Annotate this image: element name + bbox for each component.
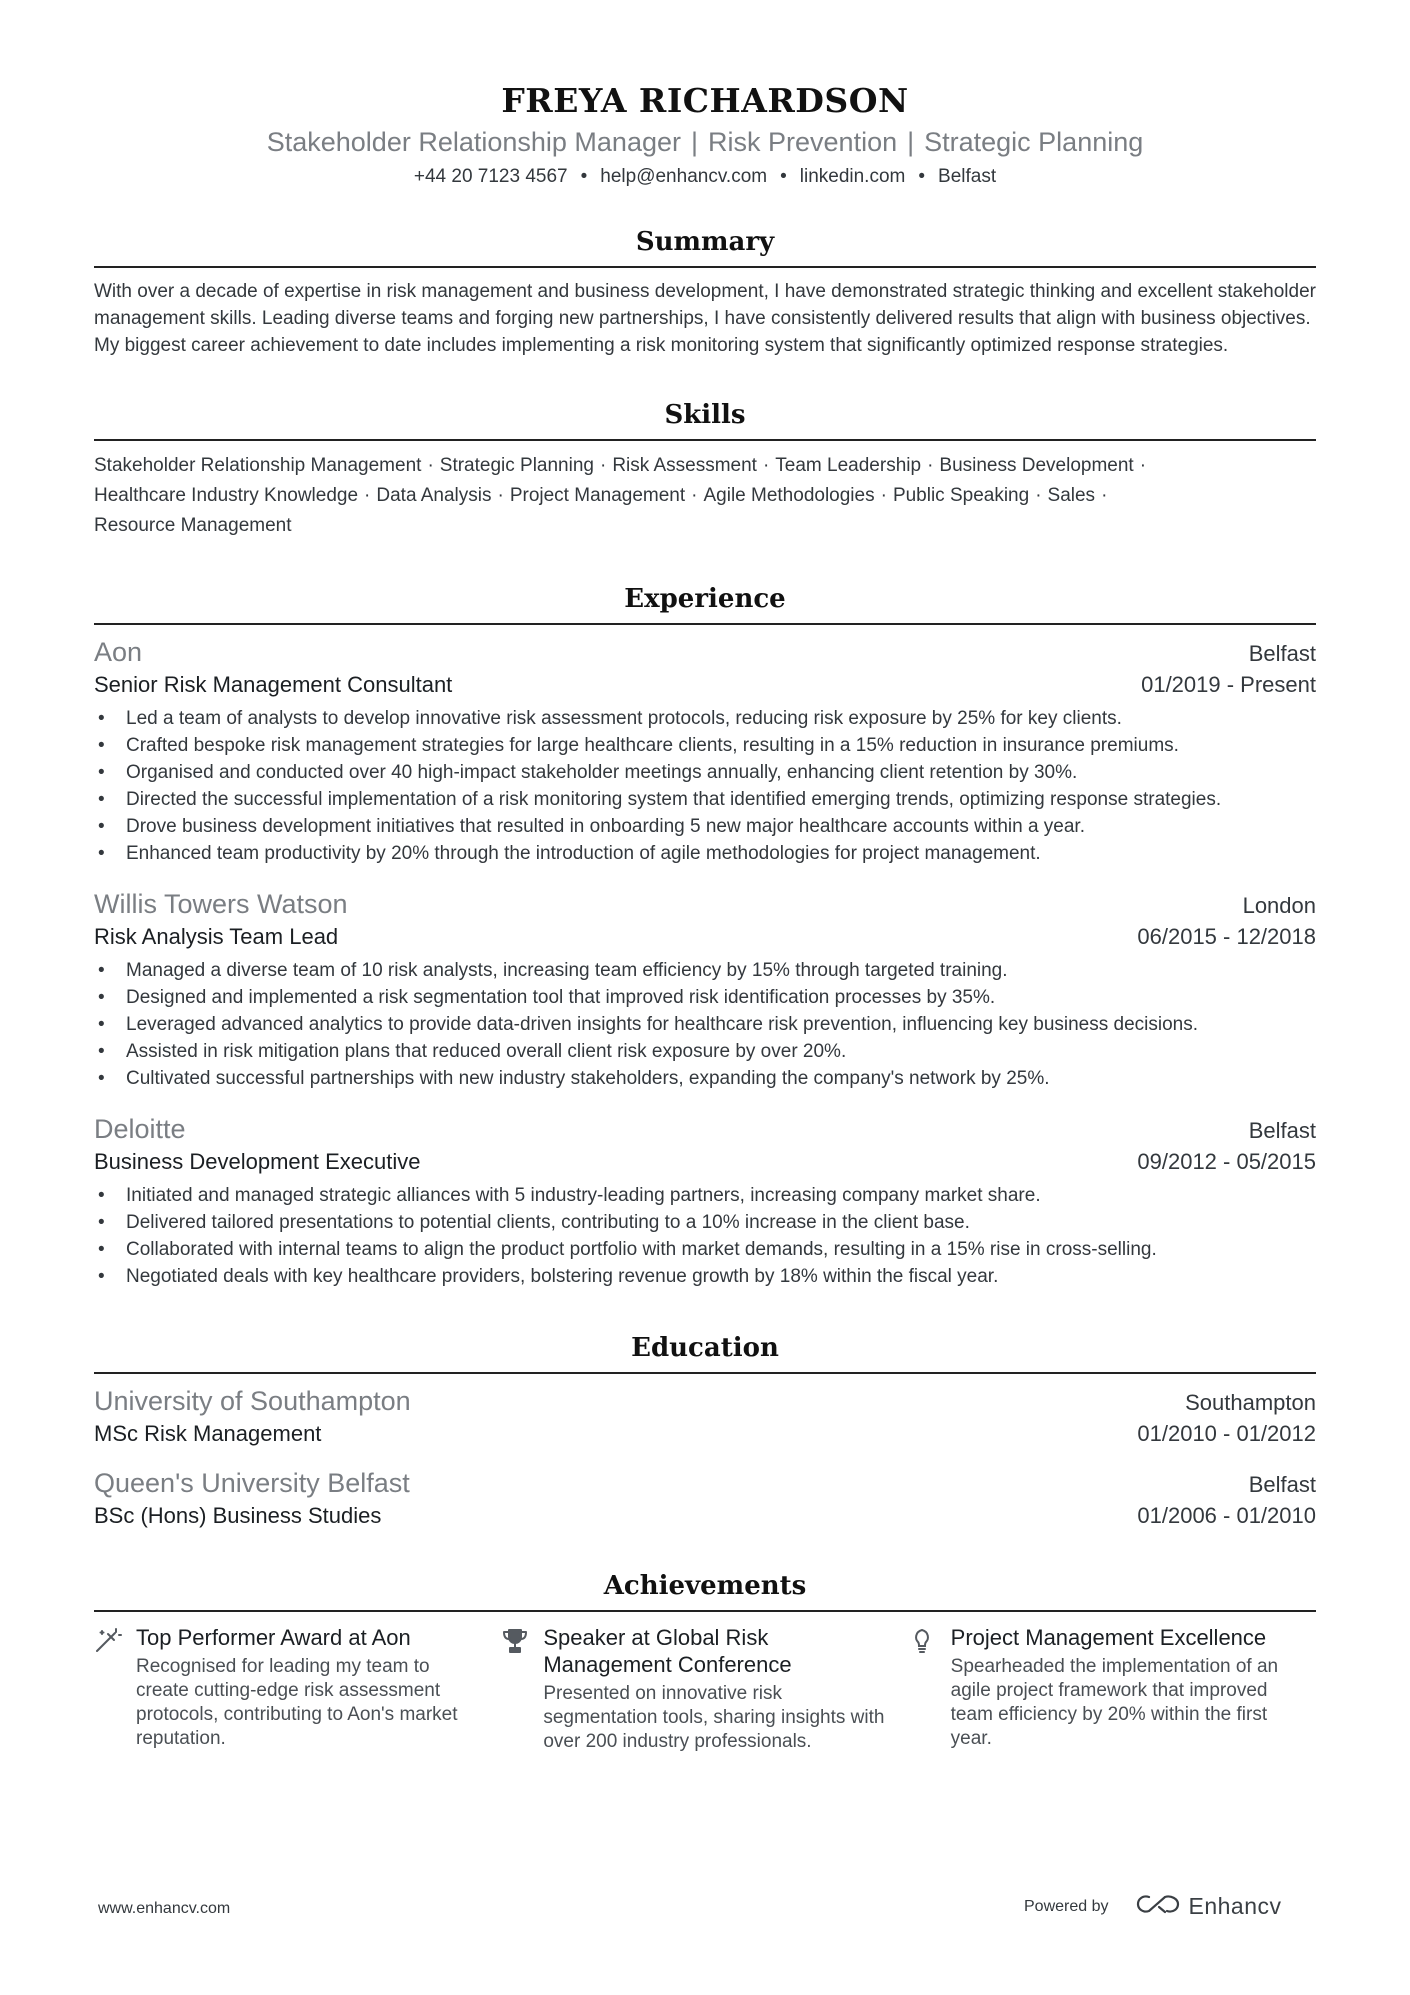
achievement-item	[909, 1624, 1316, 1754]
skill-item: Sales	[1047, 485, 1096, 506]
skill-item: Project Management	[509, 485, 686, 506]
section-title-skills: Skills	[94, 397, 1316, 441]
section-title-summary: Summary	[94, 224, 1316, 268]
powered-by-label: Powered by	[1024, 1897, 1109, 1915]
job-bullets	[94, 705, 1316, 867]
achievement-description: Recognised for leading my team to create cutting-edge risk assessment protocols, contributing to Aon's market reputation.	[136, 1656, 458, 1749]
job-bullet: • Leveraged advanced analytics to provide data-driven insights for healthcare risk prevention, influencing key business decisions.	[94, 1011, 1316, 1038]
footer-branding	[1024, 1893, 1282, 1920]
skill-separator: ·	[599, 455, 607, 476]
job-bullet: • Negotiated deals with key healthcare providers, bolstering revenue growth by 18% within the fiscal year.	[94, 1263, 1316, 1290]
skill-item: Strategic Planning	[439, 455, 594, 476]
job-bullets	[94, 957, 1316, 1092]
skill-item: Agile Methodologies	[703, 485, 875, 506]
experience-header	[94, 1112, 1316, 1146]
headline	[94, 124, 1316, 160]
experience-entry-willis-towers-watson	[94, 887, 1316, 1092]
experience-header	[94, 635, 1316, 669]
contact-line	[94, 164, 1316, 190]
job-title: Senior Risk Management Consultant	[94, 672, 453, 697]
degree: MSc Risk Management	[94, 1421, 322, 1446]
school-name: Queen's University Belfast	[94, 1468, 410, 1498]
job-bullet: • Crafted bespoke risk management strategies for large healthcare clients, resulting in a 15% reduction in insurance premiums.	[94, 732, 1316, 759]
education-entry-queens	[94, 1466, 1316, 1532]
job-bullet: • Enhanced team productivity by 20% through the introduction of agile methodologies for project management.	[94, 840, 1316, 867]
experience-subheader	[94, 1146, 1316, 1178]
job-bullet: • Assisted in risk mitigation plans that reduced overall client risk exposure by over 20%.	[94, 1038, 1316, 1065]
contact-separator: •	[780, 166, 787, 187]
brand-name[interactable]: Enhancv	[1188, 1893, 1282, 1919]
footer-website[interactable]: www.enhancv.com	[98, 1900, 231, 1917]
achievement-item	[94, 1624, 501, 1754]
skill-separator: ·	[1139, 455, 1147, 476]
contact-email[interactable]: help@enhancv.com	[600, 166, 768, 187]
job-bullet: • Designed and implemented a risk segmentation tool that improved risk identification processes by 35%.	[94, 984, 1316, 1011]
education-header	[94, 1466, 1316, 1500]
enhancv-logo-icon	[1135, 1893, 1181, 1920]
skills-list	[94, 451, 1234, 541]
headline-item: Stakeholder Relationship Manager	[266, 127, 681, 157]
skill-separator: ·	[1035, 485, 1042, 506]
skill-separator: ·	[691, 485, 698, 506]
achievement-body	[136, 1624, 481, 1754]
company-name: Aon	[94, 637, 143, 667]
achievement-body	[543, 1624, 888, 1754]
education-header	[94, 1384, 1316, 1418]
contact-location: Belfast	[938, 166, 997, 187]
skill-item: Team Leadership	[775, 455, 922, 476]
section-title-education: Education	[94, 1330, 1316, 1374]
job-location: Belfast	[1248, 1118, 1316, 1143]
company-name: Willis Towers Watson	[94, 889, 348, 919]
job-bullet: • Collaborated with internal teams to align the product portfolio with market demands, resulting in a 15% rise in cross-selling.	[94, 1236, 1316, 1263]
job-bullet: • Managed a diverse team of 10 risk analysts, increasing team efficiency by 15% through targeted training.	[94, 957, 1316, 984]
skill-item: Business Development	[939, 455, 1134, 476]
skill-item: Data Analysis	[376, 485, 492, 506]
headline-item: Strategic Planning	[924, 127, 1144, 157]
resume-content	[94, 80, 1316, 1754]
achievement-title: Top Performer Award at Aon	[136, 1625, 411, 1650]
job-bullet: • Drove business development initiatives that resulted in onboarding 5 new major healthcare accounts within a year.	[94, 813, 1316, 840]
achievements-grid	[94, 1624, 1316, 1754]
job-dates: 01/2019 - Present	[1141, 672, 1316, 697]
lightbulb-icon	[909, 1624, 951, 1754]
job-bullet: • Delivered tailored presentations to potential clients, contributing to a 10% increase in the client base.	[94, 1209, 1316, 1236]
job-bullet: • Directed the successful implementation of a risk monitoring system that identified emerging trends, optimizing response strategies.	[94, 786, 1256, 813]
experience-header	[94, 887, 1316, 921]
achievement-description: Spearheaded the implementation of an agile project framework that improved team efficiency by 20% within the first year.	[950, 1656, 1279, 1749]
contact-phone[interactable]: +44 20 7123 4567	[413, 166, 568, 187]
section-title-experience: Experience	[94, 581, 1316, 625]
achievement-description: Presented on innovative risk segmentation tools, sharing insights with over 200 industry professionals.	[543, 1683, 885, 1752]
skill-separator: ·	[927, 455, 934, 476]
job-title: Risk Analysis Team Lead	[94, 924, 339, 949]
section-title-achievements: Achievements	[94, 1568, 1316, 1612]
experience-entry-deloitte	[94, 1112, 1316, 1290]
company-name: Deloitte	[94, 1114, 186, 1144]
education-subheader	[94, 1500, 1316, 1532]
achievement-title: Speaker at Global Risk Management Conference	[543, 1625, 792, 1677]
achievement-item	[501, 1624, 908, 1754]
job-bullets	[94, 1182, 1316, 1290]
education-entry-southampton	[94, 1384, 1316, 1450]
experience-entry-aon	[94, 635, 1316, 867]
job-bullet: • Led a team of analysts to develop innovative risk assessment protocols, reducing risk exposure by 25% for key clients.	[94, 705, 1316, 732]
trophy-icon	[501, 1624, 543, 1754]
experience-subheader	[94, 669, 1316, 701]
job-location: Belfast	[1248, 641, 1316, 666]
achievement-body	[951, 1624, 1296, 1754]
school-name: University of Southampton	[94, 1386, 411, 1416]
degree: BSc (Hons) Business Studies	[94, 1503, 382, 1528]
education-dates: 01/2010 - 01/2012	[1137, 1421, 1316, 1446]
contact-linkedin[interactable]: linkedin.com	[799, 166, 906, 187]
skill-separator: ·	[364, 485, 371, 506]
headline-separator: |	[907, 127, 915, 157]
skill-separator: ·	[880, 485, 887, 506]
skill-separator: ·	[1101, 485, 1108, 506]
skill-item: Resource Management	[94, 515, 292, 536]
headline-separator: |	[691, 127, 699, 157]
contact-separator: •	[580, 166, 588, 187]
job-title: Business Development Executive	[94, 1149, 421, 1174]
education-subheader	[94, 1418, 1316, 1450]
skill-item: Risk Assessment	[612, 455, 757, 476]
magic-wand-icon	[94, 1624, 136, 1754]
job-location: London	[1242, 893, 1316, 918]
headline-item: Risk Prevention	[708, 127, 898, 157]
contact-separator: •	[918, 166, 926, 187]
skill-separator: ·	[497, 485, 504, 506]
job-dates: 06/2015 - 12/2018	[1137, 924, 1316, 949]
candidate-name: FREYA RICHARDSON	[501, 81, 909, 120]
school-location: Belfast	[1248, 1472, 1316, 1497]
job-bullet: • Cultivated successful partnerships with new industry stakeholders, expanding the company's network by 25%.	[94, 1065, 1316, 1092]
education-dates: 01/2006 - 01/2010	[1137, 1503, 1316, 1528]
job-bullet: • Organised and conducted over 40 high-impact stakeholder meetings annually, enhancing client retention by 30%.	[94, 759, 1316, 786]
experience-subheader	[94, 921, 1316, 953]
skill-item: Stakeholder Relationship Management	[94, 455, 422, 476]
school-location: Southampton	[1185, 1390, 1316, 1415]
skill-item: Healthcare Industry Knowledge	[94, 485, 359, 506]
achievement-title: Project Management Excellence	[950, 1625, 1267, 1650]
job-dates: 09/2012 - 05/2015	[1137, 1149, 1316, 1174]
job-bullet: • Initiated and managed strategic alliances with 5 industry-leading partners, increasing company market share.	[94, 1182, 1316, 1209]
skill-separator: ·	[762, 455, 770, 476]
skill-separator: ·	[427, 455, 434, 476]
summary-text: With over a decade of expertise in risk management and business development, I have demonstrated strategic thinking and excellent stakeholder management skills. Leading diverse teams and forging new partnerships, I have consistently delivered results that align with business objectives. My biggest career achievement to date includes implementing a risk monitoring system that significantly optimized response strategies.	[94, 281, 1316, 356]
skill-item: Public Speaking	[892, 485, 1030, 506]
